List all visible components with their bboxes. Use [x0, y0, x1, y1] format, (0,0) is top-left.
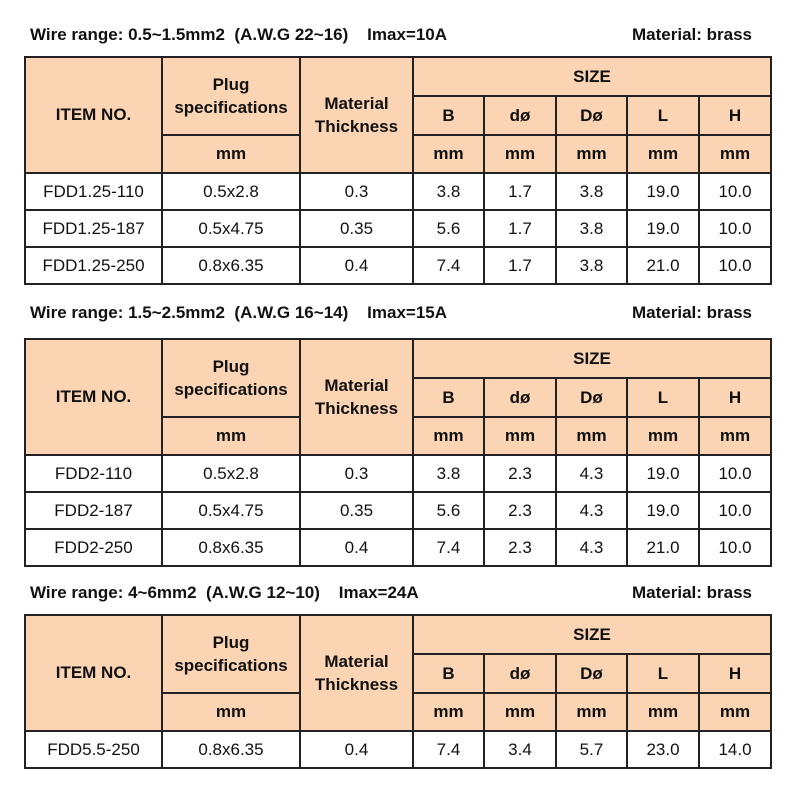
h-cell: 14.0 [699, 731, 771, 768]
d-large-cell: 3.8 [556, 173, 627, 210]
header-unit-plug: mm [162, 417, 300, 455]
wire-range-label: Wire range: 0.5~1.5mm2 (A.W.G 22~16) Imax=10A [30, 25, 448, 44]
b-cell: 7.4 [413, 731, 484, 768]
b-cell: 5.6 [413, 492, 484, 529]
thickness-cell: 0.4 [300, 247, 413, 284]
d-small-cell: 2.3 [484, 529, 556, 566]
h-cell: 10.0 [699, 210, 771, 247]
l-cell: 21.0 [627, 529, 699, 566]
header-dim-d-large: Dø [556, 96, 627, 135]
header-unit-h: mm [699, 135, 771, 173]
header-dim-h: H [699, 96, 771, 135]
table-row [25, 210, 771, 247]
header-unit-b: mm [413, 693, 484, 731]
header-unit-b: mm [413, 417, 484, 455]
l-cell: 19.0 [627, 492, 699, 529]
wire-range-label: Wire range: 1.5~2.5mm2 (A.W.G 16~14) Imax=15A [30, 303, 448, 322]
header-dim-h: H [699, 378, 771, 417]
header-size: SIZE [413, 339, 771, 378]
d-small-cell: 1.7 [484, 173, 556, 210]
item-no-cell: FDD1.25-250 [25, 247, 162, 284]
header-material-thickness: Material Thickness [300, 339, 413, 455]
section-1-heading [30, 23, 752, 47]
l-cell: 19.0 [627, 455, 699, 492]
header-plug-spec: Plug specifications [162, 57, 300, 135]
header-unit-b: mm [413, 135, 484, 173]
item-no-cell: FDD2-110 [25, 455, 162, 492]
table-row [25, 455, 771, 492]
header-unit-h: mm [699, 417, 771, 455]
l-cell: 19.0 [627, 173, 699, 210]
header-dim-d-large: Dø [556, 654, 627, 693]
b-cell: 3.8 [413, 455, 484, 492]
item-no-cell: FDD5.5-250 [25, 731, 162, 768]
header-unit-d-small: mm [484, 135, 556, 173]
material-label: Material: brass [632, 25, 752, 44]
header-dim-b: B [413, 378, 484, 417]
table-row [25, 173, 771, 210]
item-no-cell: FDD1.25-187 [25, 210, 162, 247]
d-small-cell: 1.7 [484, 210, 556, 247]
plug-spec-cell: 0.5x2.8 [162, 173, 300, 210]
thickness-cell: 0.35 [300, 210, 413, 247]
header-material-thickness: Material Thickness [300, 57, 413, 173]
table-row [25, 247, 771, 284]
d-large-cell: 5.7 [556, 731, 627, 768]
header-dim-l: L [627, 96, 699, 135]
d-small-cell: 2.3 [484, 455, 556, 492]
header-dim-l: L [627, 378, 699, 417]
d-small-cell: 3.4 [484, 731, 556, 768]
wire-range-label: Wire range: 4~6mm2 (A.W.G 12~10) Imax=24A [30, 583, 419, 602]
header-dim-d-small: dø [484, 378, 556, 417]
spec-table-2 [24, 338, 772, 567]
l-cell: 21.0 [627, 247, 699, 284]
header-dim-b: B [413, 654, 484, 693]
d-small-cell: 1.7 [484, 247, 556, 284]
header-dim-d-large: Dø [556, 378, 627, 417]
b-cell: 7.4 [413, 247, 484, 284]
header-unit-l: mm [627, 135, 699, 173]
b-cell: 7.4 [413, 529, 484, 566]
header-material-thickness: Material Thickness [300, 615, 413, 731]
h-cell: 10.0 [699, 247, 771, 284]
header-unit-d-large: mm [556, 693, 627, 731]
header-unit-l: mm [627, 417, 699, 455]
plug-spec-cell: 0.5x2.8 [162, 455, 300, 492]
item-no-cell: FDD1.25-110 [25, 173, 162, 210]
header-unit-d-large: mm [556, 135, 627, 173]
l-cell: 23.0 [627, 731, 699, 768]
header-unit-h: mm [699, 693, 771, 731]
header-unit-d-small: mm [484, 417, 556, 455]
header-item-no: ITEM NO. [25, 57, 162, 173]
material-label: Material: brass [632, 583, 752, 602]
d-large-cell: 3.8 [556, 247, 627, 284]
section-2-heading [30, 301, 752, 325]
header-dim-l: L [627, 654, 699, 693]
table-row [25, 529, 771, 566]
d-large-cell: 3.8 [556, 210, 627, 247]
d-large-cell: 4.3 [556, 492, 627, 529]
header-size: SIZE [413, 57, 771, 96]
h-cell: 10.0 [699, 529, 771, 566]
d-large-cell: 4.3 [556, 455, 627, 492]
d-small-cell: 2.3 [484, 492, 556, 529]
spec-table-3 [24, 614, 772, 769]
material-label: Material: brass [632, 303, 752, 322]
b-cell: 3.8 [413, 173, 484, 210]
header-dim-d-small: dø [484, 654, 556, 693]
h-cell: 10.0 [699, 455, 771, 492]
header-item-no: ITEM NO. [25, 615, 162, 731]
thickness-cell: 0.4 [300, 731, 413, 768]
l-cell: 19.0 [627, 210, 699, 247]
thickness-cell: 0.3 [300, 173, 413, 210]
section-3-heading [30, 581, 752, 605]
header-unit-d-large: mm [556, 417, 627, 455]
plug-spec-cell: 0.5x4.75 [162, 492, 300, 529]
h-cell: 10.0 [699, 492, 771, 529]
plug-spec-cell: 0.5x4.75 [162, 210, 300, 247]
header-item-no: ITEM NO. [25, 339, 162, 455]
header-size: SIZE [413, 615, 771, 654]
header-unit-plug: mm [162, 135, 300, 173]
header-plug-spec: Plug specifications [162, 339, 300, 417]
thickness-cell: 0.35 [300, 492, 413, 529]
header-plug-spec: Plug specifications [162, 615, 300, 693]
plug-spec-cell: 0.8x6.35 [162, 247, 300, 284]
header-dim-h: H [699, 654, 771, 693]
spec-table-1 [24, 56, 772, 285]
plug-spec-cell: 0.8x6.35 [162, 529, 300, 566]
thickness-cell: 0.3 [300, 455, 413, 492]
b-cell: 5.6 [413, 210, 484, 247]
thickness-cell: 0.4 [300, 529, 413, 566]
item-no-cell: FDD2-187 [25, 492, 162, 529]
table-row [25, 731, 771, 768]
header-dim-d-small: dø [484, 96, 556, 135]
table-row [25, 492, 771, 529]
plug-spec-cell: 0.8x6.35 [162, 731, 300, 768]
item-no-cell: FDD2-250 [25, 529, 162, 566]
header-unit-plug: mm [162, 693, 300, 731]
h-cell: 10.0 [699, 173, 771, 210]
header-unit-l: mm [627, 693, 699, 731]
header-dim-b: B [413, 96, 484, 135]
d-large-cell: 4.3 [556, 529, 627, 566]
header-unit-d-small: mm [484, 693, 556, 731]
